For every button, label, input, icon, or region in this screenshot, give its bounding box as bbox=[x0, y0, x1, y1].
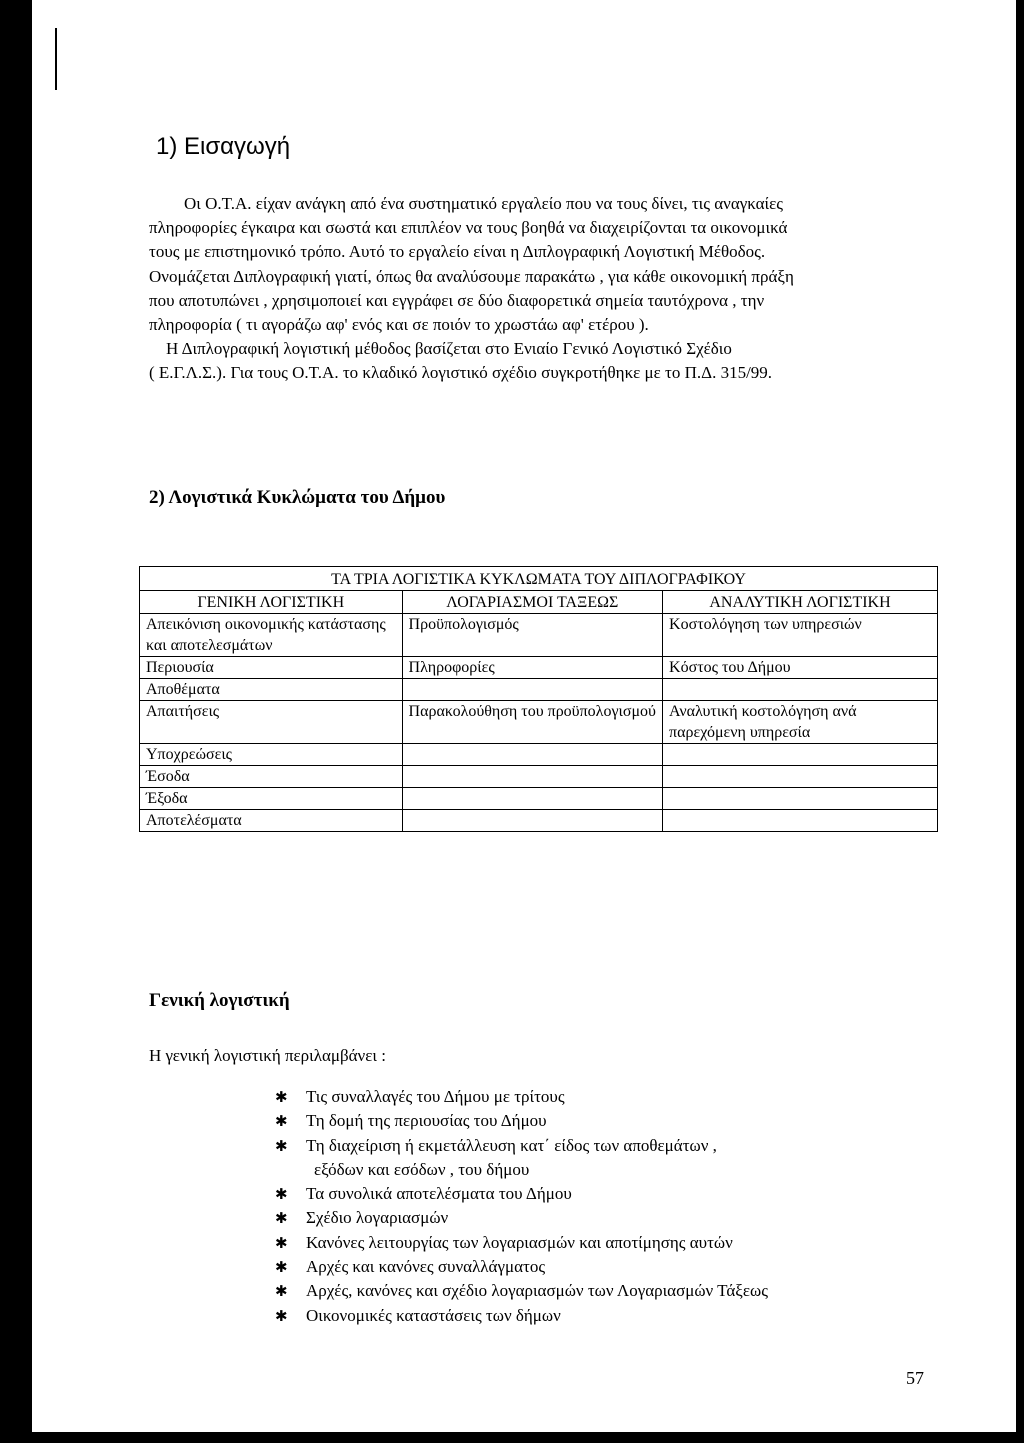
column-header: ΑΝΑΛΥΤΙΚΗ ΛΟΓΙΣΤΙΚΗ bbox=[663, 591, 938, 614]
body-line: Η Διπλογραφική λογιστική μέθοδος βασίζεται στο Ενιαίο Γενικό Λογιστικό Σχέδιο bbox=[166, 339, 732, 359]
body-line: ( Ε.Γ.Λ.Σ.). Για τους Ο.Τ.Α. το κλαδικό λογιστικό σχέδιο συγκροτήθηκε με το Π.Δ. 315/99. bbox=[149, 363, 773, 383]
table-cell bbox=[402, 744, 662, 766]
list-item-text: Τις συναλλαγές του Δήμου με τρίτους bbox=[306, 1087, 565, 1106]
list-item-text: Τη δομή της περιουσίας του Δήμου bbox=[306, 1111, 547, 1131]
table-cell: Κοστολόγηση των υπηρεσιών bbox=[663, 614, 938, 657]
list-item bbox=[275, 1255, 768, 1279]
list-item bbox=[275, 1231, 768, 1255]
general-accounting-list bbox=[275, 1085, 768, 1328]
table-row bbox=[140, 766, 938, 788]
circuits-table bbox=[139, 566, 938, 832]
table-cell: Έξοδα bbox=[140, 788, 403, 810]
table-row bbox=[140, 701, 938, 744]
table-row bbox=[140, 788, 938, 810]
body-line: τους με επιστημονικό τρόπο. Αυτό το εργαλείο είναι η Διπλογραφική Λογιστική Μέθοδος. bbox=[149, 242, 766, 262]
column-header: ΓΕΝΙΚΗ ΛΟΓΙΣΤΙΚΗ bbox=[140, 591, 403, 614]
asterisk-bullet-icon: ✱ bbox=[275, 1306, 288, 1325]
asterisk-bullet-icon: ✱ bbox=[275, 1088, 288, 1106]
document-page bbox=[32, 0, 1016, 1432]
table-cell: Προϋπολογισμός bbox=[402, 614, 662, 657]
list-item bbox=[275, 1085, 768, 1109]
asterisk-bullet-icon: ✱ bbox=[275, 1233, 288, 1252]
circuits-table-wrap bbox=[139, 566, 939, 832]
list-item-text: Σχέδιο λογαριασμών bbox=[306, 1208, 449, 1228]
list-item bbox=[275, 1109, 768, 1133]
table-cell: Αναλυτική κοστολόγηση ανά παρεχόμενη υπηρεσία bbox=[663, 701, 938, 744]
list-item-text: Οικονομικές καταστάσεις των δήμων bbox=[306, 1305, 561, 1325]
body-line: πληροφορία ( τι αγοράζω αφ' ενός και σε ποιόν το χρωστάω αφ' ετέρου ). bbox=[149, 315, 649, 335]
table-cell: Απεικόνιση οικονομικής κατάστασης και αποτελεσμάτων bbox=[140, 614, 403, 657]
list-item-text: Τα συνολικά αποτελέσματα του Δήμου bbox=[306, 1184, 572, 1204]
asterisk-bullet-icon: ✱ bbox=[275, 1258, 288, 1277]
list-item-continuation: εξόδων και εσόδων , του δήμου bbox=[314, 1159, 530, 1179]
table-cell: Πληροφορίες bbox=[402, 657, 662, 679]
list-item bbox=[275, 1134, 768, 1183]
list-item-text: Αρχές και κανόνες συναλλάγματος bbox=[306, 1257, 546, 1277]
asterisk-bullet-icon: ✱ bbox=[275, 1209, 288, 1228]
body-line: που αποτυπώνει , χρησιμοποιεί και εγγράφει σε δύο διαφορετικά σημεία ταυτόχρονα , την bbox=[149, 290, 765, 310]
asterisk-bullet-icon: ✱ bbox=[275, 1282, 288, 1301]
margin-rule bbox=[55, 28, 57, 90]
table-row bbox=[140, 679, 938, 701]
list-item bbox=[275, 1279, 768, 1303]
table-cell bbox=[663, 788, 938, 810]
table-cell: Αποθέματα bbox=[140, 679, 403, 701]
column-header: ΛΟΓΑΡΙΑΣΜΟΙ ΤΑΞΕΩΣ bbox=[402, 591, 662, 614]
section3-intro: Η γενική λογιστική περιλαμβάνει : bbox=[149, 1046, 386, 1065]
list-item-text: Τη διαχείριση ή εκμετάλλευση κατ΄ είδος των αποθεμάτων , bbox=[306, 1135, 717, 1155]
list-item bbox=[275, 1182, 768, 1206]
section1-heading: 1) Εισαγωγή bbox=[156, 133, 291, 160]
table-row bbox=[140, 744, 938, 766]
table-cell bbox=[663, 810, 938, 832]
table-row bbox=[140, 657, 938, 679]
table-cell bbox=[663, 679, 938, 701]
table-cell: Έσοδα bbox=[140, 766, 403, 788]
page-number: 57 bbox=[906, 1368, 924, 1388]
list-item bbox=[275, 1206, 768, 1230]
table-cell: Παρακολούθηση του προϋπολογισμού bbox=[402, 701, 662, 744]
table-cell: Υποχρεώσεις bbox=[140, 744, 403, 766]
asterisk-bullet-icon: ✱ bbox=[275, 1136, 288, 1155]
section3-heading: Γενική λογιστική bbox=[149, 990, 290, 1011]
table-cell bbox=[402, 810, 662, 832]
table-cell: Αποτελέσματα bbox=[140, 810, 403, 832]
asterisk-bullet-icon: ✱ bbox=[275, 1185, 288, 1204]
section1-body bbox=[149, 192, 939, 386]
body-line: Ονομάζεται Διπλογραφική γιατί, όπως θα αναλύσουμε παρακάτω , για κάθε οικονομική πράξη bbox=[149, 266, 794, 286]
table-cell: Περιουσία bbox=[140, 657, 403, 679]
table-caption: ΤΑ ΤΡΙΑ ΛΟΓΙΣΤΙΚΑ ΚΥΚΛΩΜΑΤΑ ΤΟΥ ΔΙΠΛΟΓΡΑΦΙΚΟΥ bbox=[140, 567, 938, 591]
list-item-text: Κανόνες λειτουργίας των λογαριασμών και αποτίμησης αυτών bbox=[306, 1232, 733, 1252]
list-item bbox=[275, 1304, 768, 1328]
table-row bbox=[140, 614, 938, 657]
table-cell bbox=[402, 788, 662, 810]
body-line: πληροφορίες έγκαιρα και σωστά και επιπλέον να τους βοηθά να διαχειρίζονται τα οικονομικά bbox=[149, 218, 788, 238]
table-cell bbox=[402, 679, 662, 701]
asterisk-bullet-icon: ✱ bbox=[275, 1112, 288, 1131]
table-cell bbox=[402, 766, 662, 788]
section2-heading: 2) Λογιστικά Κυκλώματα του Δήμου bbox=[149, 487, 446, 508]
table-row bbox=[140, 810, 938, 832]
list-item-text: Αρχές, κανόνες και σχέδιο λογαριασμών των Λογαριασμών Τάξεως bbox=[306, 1281, 768, 1301]
body-line: Οι Ο.Τ.Α. είχαν ανάγκη από ένα συστηματικό εργαλείο που να τους δίνει, τις αναγκαίες bbox=[184, 194, 784, 213]
table-cell bbox=[663, 744, 938, 766]
table-cell bbox=[663, 766, 938, 788]
table-cell: Απαιτήσεις bbox=[140, 701, 403, 744]
table-cell: Κόστος του Δήμου bbox=[663, 657, 938, 679]
